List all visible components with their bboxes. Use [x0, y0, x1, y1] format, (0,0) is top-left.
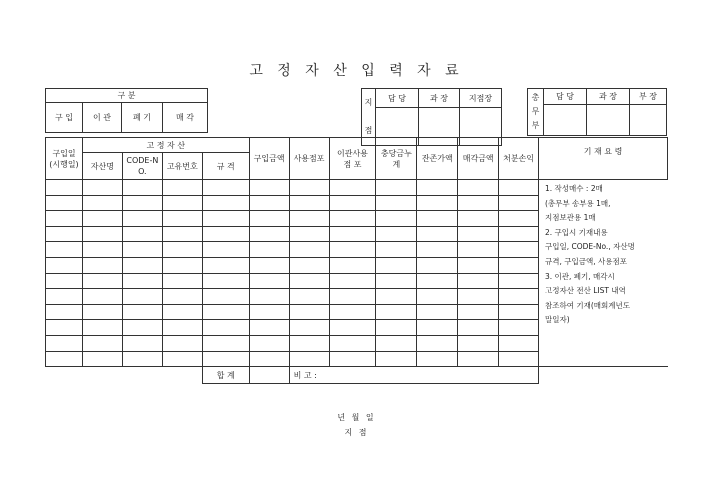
table-cell[interactable]	[376, 273, 417, 289]
hq-label-char-1: 총	[531, 93, 540, 102]
instructions-list	[545, 182, 660, 328]
table-cell[interactable]	[162, 273, 202, 289]
table-cell[interactable]	[329, 289, 376, 305]
table-cell[interactable]	[249, 289, 289, 305]
table-cell[interactable]	[329, 226, 376, 242]
table-cell[interactable]	[289, 351, 329, 367]
table-cell[interactable]	[202, 351, 249, 367]
table-cell[interactable]	[417, 304, 458, 320]
hq-col-manager: 과 장	[587, 89, 630, 105]
header-depreciation-line2: 계	[392, 159, 401, 169]
table-cell[interactable]	[499, 320, 539, 336]
table-cell[interactable]	[122, 226, 162, 242]
table-cell[interactable]	[329, 304, 376, 320]
table-cell[interactable]	[202, 242, 249, 258]
table-cell[interactable]	[499, 273, 539, 289]
table-cell[interactable]	[289, 273, 329, 289]
table-cell[interactable]	[249, 242, 289, 258]
table-cell[interactable]	[499, 211, 539, 227]
hq-label-char-2: 무	[531, 107, 540, 116]
table-cell[interactable]	[329, 335, 376, 351]
table-cell[interactable]	[499, 257, 539, 273]
category-table	[45, 88, 208, 133]
table-row	[46, 335, 668, 351]
table-cell[interactable]	[458, 257, 499, 273]
table-cell[interactable]	[458, 211, 499, 227]
table-cell[interactable]	[46, 211, 83, 227]
instructions-title: 기 재 요 령	[583, 147, 623, 156]
header-purchase-date-line2: (시행일)	[49, 159, 79, 169]
table-cell[interactable]	[499, 351, 539, 367]
table-cell[interactable]	[82, 180, 122, 196]
table-cell[interactable]	[162, 257, 202, 273]
table-cell[interactable]	[202, 180, 249, 196]
table-cell[interactable]	[249, 180, 289, 196]
table-cell[interactable]	[249, 351, 289, 367]
branch-col-head: 지점장	[460, 89, 502, 108]
table-cell[interactable]	[162, 226, 202, 242]
header-depreciation	[376, 138, 417, 180]
table-cell[interactable]	[202, 320, 249, 336]
table-cell[interactable]	[202, 304, 249, 320]
table-cell[interactable]	[46, 351, 83, 367]
table-cell[interactable]	[376, 257, 417, 273]
table-cell[interactable]	[458, 351, 499, 367]
table-cell[interactable]	[46, 320, 83, 336]
table-cell[interactable]	[329, 320, 376, 336]
table-cell[interactable]	[46, 289, 83, 305]
table-cell[interactable]	[122, 273, 162, 289]
table-cell[interactable]	[162, 289, 202, 305]
table-cell[interactable]	[417, 257, 458, 273]
instructions-cell	[539, 138, 668, 180]
table-cell[interactable]	[82, 242, 122, 258]
table-cell[interactable]	[289, 242, 329, 258]
hq-col-staff: 담 당	[544, 89, 587, 105]
table-cell[interactable]	[82, 351, 122, 367]
table-cell[interactable]	[289, 226, 329, 242]
table-cell[interactable]	[376, 289, 417, 305]
instruction-line: (총무부 송부용 1매,	[545, 198, 611, 208]
table-cell[interactable]	[202, 335, 249, 351]
table-cell[interactable]	[162, 195, 202, 211]
header-asset-name: 자산명	[82, 153, 122, 180]
hq-col-director: 부 장	[630, 89, 667, 105]
table-cell[interactable]	[458, 289, 499, 305]
table-cell[interactable]	[122, 211, 162, 227]
hq-label-char-3: 부	[531, 121, 540, 130]
table-cell[interactable]	[289, 335, 329, 351]
hq-sign-director[interactable]	[630, 105, 667, 136]
table-cell[interactable]	[417, 180, 458, 196]
header-sale-amount: 매각금액	[458, 138, 499, 180]
table-cell[interactable]	[82, 335, 122, 351]
table-cell[interactable]	[122, 351, 162, 367]
table-cell[interactable]	[499, 226, 539, 242]
table-cell[interactable]	[376, 180, 417, 196]
table-cell[interactable]	[249, 257, 289, 273]
hq-sign-staff[interactable]	[544, 105, 587, 136]
total-row-blank-right	[539, 367, 668, 384]
instruction-line: 1. 작성매수 : 2매	[545, 184, 603, 193]
table-cell[interactable]	[162, 211, 202, 227]
table-cell[interactable]	[162, 320, 202, 336]
header-purchase-date	[46, 138, 83, 180]
table-cell[interactable]	[202, 273, 249, 289]
table-cell[interactable]	[417, 351, 458, 367]
table-cell[interactable]	[122, 289, 162, 305]
table-cell[interactable]	[82, 257, 122, 273]
header-transfer-branch-line1: 이관사용	[336, 148, 368, 158]
instruction-line: 말일자)	[545, 315, 570, 325]
table-cell[interactable]	[499, 180, 539, 196]
instruction-line: 3. 이관, 폐기, 매각시	[545, 271, 615, 281]
table-cell[interactable]	[46, 257, 83, 273]
header-fixed-asset-group: 고 정 자 산	[82, 138, 249, 153]
table-cell[interactable]	[376, 320, 417, 336]
table-cell[interactable]	[458, 335, 499, 351]
header-disposal-pl: 처분손익	[499, 138, 539, 180]
header-depreciation-line1: 충당금누	[380, 148, 412, 158]
header-purchase-date-line1: 구입일	[52, 148, 76, 158]
table-cell[interactable]	[329, 180, 376, 196]
table-cell[interactable]	[202, 289, 249, 305]
table-cell[interactable]	[162, 351, 202, 367]
table-cell[interactable]	[458, 273, 499, 289]
table-cell[interactable]	[376, 351, 417, 367]
table-cell[interactable]	[376, 304, 417, 320]
table-cell[interactable]	[82, 195, 122, 211]
table-row	[46, 351, 668, 367]
table-cell[interactable]	[499, 304, 539, 320]
table-cell[interactable]	[417, 242, 458, 258]
branch-col-manager: 과 장	[419, 89, 460, 108]
table-cell[interactable]	[458, 195, 499, 211]
branch-col-staff: 담 당	[376, 89, 419, 108]
header-remaining-value: 잔존가액	[417, 138, 458, 180]
category-header: 구 분	[46, 89, 208, 103]
table-cell[interactable]	[162, 304, 202, 320]
category-disposal: 폐 기	[122, 103, 163, 133]
table-cell[interactable]	[329, 242, 376, 258]
table-cell[interactable]	[249, 320, 289, 336]
table-cell[interactable]	[458, 242, 499, 258]
table-cell[interactable]	[289, 211, 329, 227]
table-cell[interactable]	[249, 273, 289, 289]
table-cell[interactable]	[329, 257, 376, 273]
table-cell[interactable]	[122, 304, 162, 320]
instruction-line: 참조하여 기재(매회계년도	[545, 300, 631, 310]
header-spec: 규 격	[202, 153, 249, 180]
table-cell[interactable]	[249, 195, 289, 211]
header-code	[122, 153, 162, 180]
total-row-blank	[46, 367, 203, 384]
total-label: 합 계	[202, 367, 249, 384]
table-cell[interactable]	[417, 320, 458, 336]
table-cell[interactable]	[499, 242, 539, 258]
table-cell[interactable]	[122, 195, 162, 211]
table-cell[interactable]	[82, 289, 122, 305]
table-cell[interactable]	[249, 335, 289, 351]
total-value[interactable]	[249, 367, 289, 384]
remarks-cell[interactable]	[289, 367, 539, 384]
table-cell[interactable]	[289, 304, 329, 320]
table-cell[interactable]	[376, 195, 417, 211]
remarks-label: 비 고 :	[293, 370, 317, 380]
table-cell[interactable]	[417, 335, 458, 351]
table-cell[interactable]	[46, 226, 83, 242]
table-cell[interactable]	[329, 211, 376, 227]
table-cell[interactable]	[46, 304, 83, 320]
table-cell[interactable]	[499, 335, 539, 351]
branch-label-char-2: 점	[364, 126, 373, 135]
category-purchase: 구 입	[46, 103, 83, 133]
instruction-line: 2. 구입시 기재내용	[545, 227, 608, 237]
header-purchase-amount: 구입금액	[249, 138, 289, 180]
table-cell[interactable]	[417, 289, 458, 305]
header-unique-no: 고유번호	[162, 153, 202, 180]
table-cell[interactable]	[329, 351, 376, 367]
instruction-line: 지점보관용 1매	[545, 213, 596, 223]
table-cell[interactable]	[122, 242, 162, 258]
table-cell[interactable]	[249, 226, 289, 242]
table-cell[interactable]	[202, 211, 249, 227]
table-cell[interactable]	[122, 335, 162, 351]
header-code-line2: O.	[138, 167, 147, 176]
table-cell[interactable]	[329, 273, 376, 289]
instruction-line: 규격, 구입금액, 사용점포	[545, 256, 627, 266]
table-cell[interactable]	[289, 289, 329, 305]
table-cell[interactable]	[202, 195, 249, 211]
hq-approval-label	[528, 89, 544, 136]
instruction-line: 구입일, CODE-No., 자산명	[545, 242, 635, 252]
table-cell[interactable]	[249, 211, 289, 227]
table-cell[interactable]	[202, 257, 249, 273]
table-cell[interactable]	[499, 195, 539, 211]
table-cell[interactable]	[46, 273, 83, 289]
table-cell[interactable]	[289, 257, 329, 273]
table-cell[interactable]	[122, 180, 162, 196]
table-cell[interactable]	[417, 211, 458, 227]
table-cell[interactable]	[329, 195, 376, 211]
table-cell[interactable]	[289, 320, 329, 336]
table-cell[interactable]	[46, 180, 83, 196]
table-cell[interactable]	[46, 242, 83, 258]
table-cell[interactable]	[417, 273, 458, 289]
table-cell[interactable]	[376, 335, 417, 351]
category-sale: 매 각	[163, 103, 208, 133]
table-cell[interactable]	[289, 195, 329, 211]
footer-date: 년 월 일	[337, 413, 376, 422]
category-transfer: 이 관	[83, 103, 122, 133]
branch-label-char-1: 지	[364, 98, 373, 107]
table-cell[interactable]	[162, 335, 202, 351]
table-cell[interactable]	[376, 211, 417, 227]
header-code-line1: CODE-N	[126, 156, 159, 165]
table-cell[interactable]	[376, 226, 417, 242]
table-cell[interactable]	[376, 242, 417, 258]
table-cell[interactable]	[458, 304, 499, 320]
table-cell[interactable]	[122, 320, 162, 336]
table-cell[interactable]	[458, 180, 499, 196]
table-cell[interactable]	[249, 304, 289, 320]
table-cell[interactable]	[122, 257, 162, 273]
table-cell[interactable]	[289, 180, 329, 196]
table-cell[interactable]	[162, 242, 202, 258]
table-cell[interactable]	[46, 195, 83, 211]
table-cell[interactable]	[82, 320, 122, 336]
table-cell[interactable]	[82, 226, 122, 242]
table-cell[interactable]	[162, 180, 202, 196]
table-cell[interactable]	[499, 289, 539, 305]
header-use-branch: 사용점포	[289, 138, 329, 180]
table-cell[interactable]	[82, 273, 122, 289]
hq-approval-table	[527, 88, 667, 136]
table-cell[interactable]	[458, 320, 499, 336]
hq-sign-manager[interactable]	[587, 105, 630, 136]
instruction-line: 고정자산 전산 LIST 내역	[545, 286, 626, 296]
table-cell[interactable]	[82, 211, 122, 227]
page-title: 고 정 자 산 입 력 자 료	[249, 63, 464, 79]
table-cell[interactable]	[458, 226, 499, 242]
table-cell[interactable]	[202, 226, 249, 242]
table-cell[interactable]	[82, 304, 122, 320]
table-cell[interactable]	[417, 195, 458, 211]
header-transfer-branch	[329, 138, 376, 180]
table-cell[interactable]	[46, 335, 83, 351]
header-transfer-branch-line2: 점 포	[343, 159, 362, 169]
table-cell[interactable]	[417, 226, 458, 242]
footer-branch: 지 점	[344, 428, 369, 437]
